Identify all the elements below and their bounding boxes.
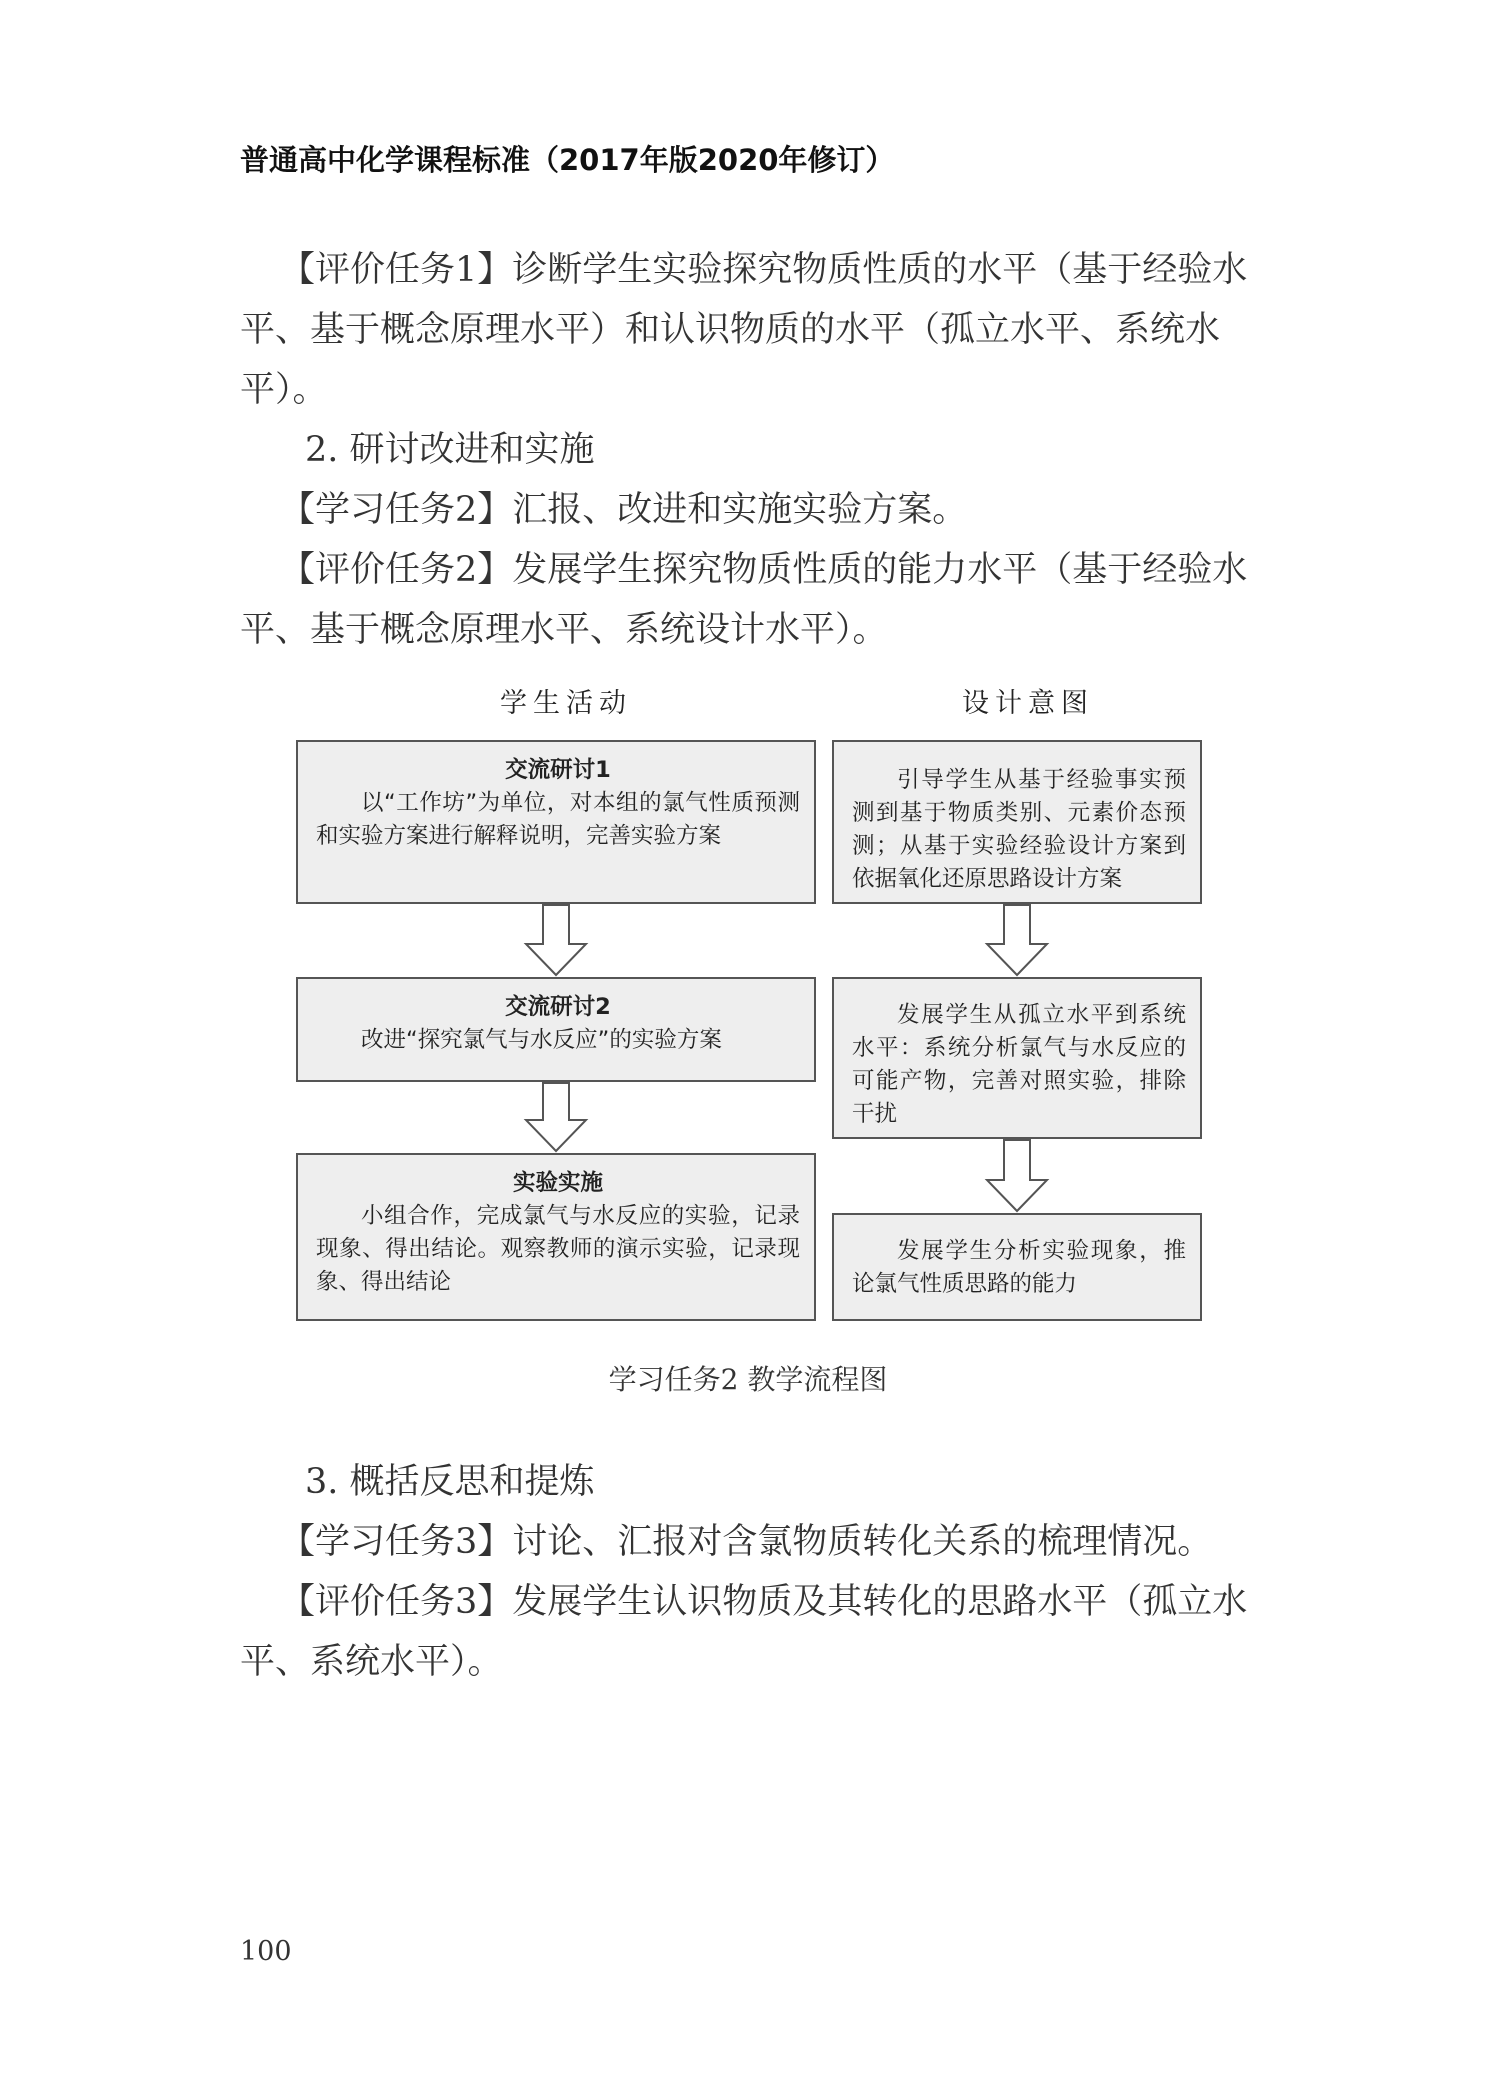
page-header-title: 普通高中化学课程标准（2017年版2020年修订） xyxy=(240,143,895,177)
paragraph-eval-task-1: 【评价任务1】诊断学生实验探究物质性质的水平（基于经验水平、基于概念原理水平）和认识物质的水平（孤立水平、系统水平）。 xyxy=(240,250,1248,410)
page-number: 100 xyxy=(240,1936,292,1967)
flowchart-left-heading: 学生活动 xyxy=(500,688,632,719)
arrow-down-icon xyxy=(526,905,586,975)
paragraph-learn-task-2: 【学习任务2】汇报、改进和实施实验方案。 xyxy=(280,490,968,530)
flow-box-body: 引导学生从基于经验事实预测到基于物质类别、元素价态预测；从基于实验经验设计方案到依据氧化还原思路设计方案 xyxy=(852,767,1186,892)
flow-box-title: 交流研讨2 xyxy=(505,994,611,1020)
section-heading-3: 3. 概括反思和提炼 xyxy=(305,1462,595,1502)
flow-box-intent-2 xyxy=(832,977,1202,1139)
arrow-down-icon xyxy=(987,905,1047,975)
flow-box-body: 以“工作坊”为单位，对本组的氯气性质预测和实验方案进行解释说明，完善实验方案 xyxy=(316,790,800,849)
flow-box-experiment xyxy=(296,1153,816,1321)
paragraph-eval-task-2: 【评价任务2】发展学生探究物质性质的能力水平（基于经验水平、基于概念原理水平、系统设计水平）。 xyxy=(240,550,1248,650)
flow-box-discussion-1 xyxy=(296,740,816,904)
paragraph-eval-task-3: 【评价任务3】发展学生认识物质及其转化的思路水平（孤立水平、系统水平）。 xyxy=(240,1582,1248,1682)
flowchart-caption: 学习任务2 教学流程图 xyxy=(608,1363,888,1396)
paragraph-learn-task-3: 【学习任务3】讨论、汇报对含氯物质转化关系的梳理情况。 xyxy=(280,1522,1213,1562)
flow-box-body: 改进“探究氯气与水反应”的实验方案 xyxy=(361,1027,722,1053)
flow-box-intent-3 xyxy=(832,1213,1202,1321)
arrow-down-icon xyxy=(526,1083,586,1151)
flow-box-body: 小组合作，完成氯气与水反应的实验，记录现象、得出结论。观察教师的演示实验，记录现象、得出结论 xyxy=(316,1203,800,1295)
flow-box-title: 交流研讨1 xyxy=(505,757,611,783)
section-heading-2: 2. 研讨改进和实施 xyxy=(305,430,595,470)
arrow-down-icon xyxy=(987,1140,1047,1211)
flow-box-body: 发展学生分析实验现象，推论氯气性质思路的能力 xyxy=(852,1238,1186,1297)
flow-box-discussion-2 xyxy=(296,977,816,1082)
flow-box-body: 发展学生从孤立水平到系统水平：系统分析氯气与水反应的可能产物，完善对照实验，排除干扰 xyxy=(852,1002,1186,1127)
flow-box-title: 实验实施 xyxy=(512,1170,603,1196)
flow-box-intent-1 xyxy=(832,740,1202,904)
flowchart-right-heading: 设计意图 xyxy=(962,688,1094,719)
